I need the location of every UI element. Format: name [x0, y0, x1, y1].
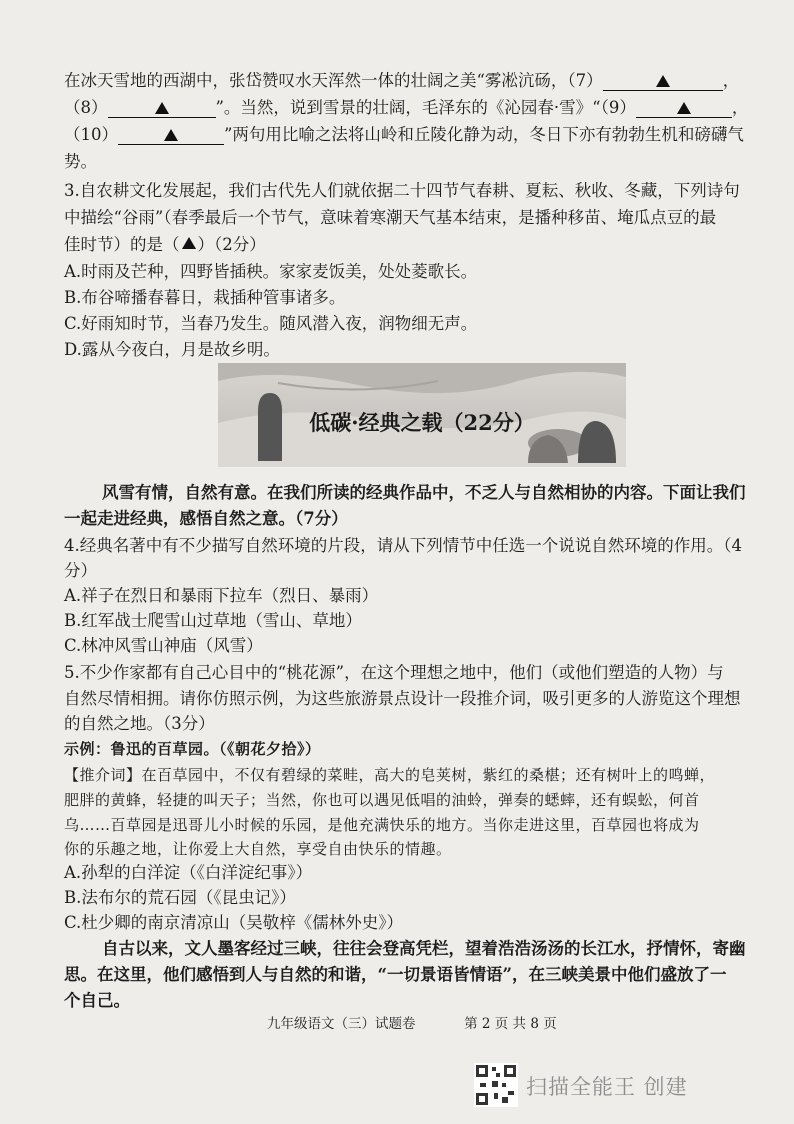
text: 佳时节）的是（ — [64, 235, 180, 254]
triangle-icon — [656, 75, 670, 87]
q5-option-b: B.法布尔的荒石园（《昆虫记》） — [64, 888, 296, 907]
line-4: 势。 — [64, 152, 97, 171]
section-banner — [218, 363, 626, 467]
text: （10） — [64, 125, 118, 144]
footer-exam-name: 九年级语文（三）试题卷 — [267, 1016, 416, 1032]
passage-line-3: 个自己。 — [64, 991, 130, 1010]
q4-option-c: C.林冲风雪山神庙（风雪） — [64, 636, 263, 655]
q3-option-b: B.布谷啼播春暮日，栽插种管事诸多。 — [64, 288, 346, 307]
q4-option-b: B.红军战士爬雪山过草地（雪山、草地） — [64, 611, 362, 630]
triangle-icon — [182, 237, 196, 249]
q5-stem-2: 自然尽情相拥。请你仿照示例，为这些旅游景点设计一段推介词，吸引更多的人游览这个理想 — [64, 689, 741, 708]
text: （8） — [64, 98, 108, 117]
example-title: 示例：鲁迅的百草园。（《朝花夕拾》） — [64, 740, 321, 758]
line-3 — [64, 124, 744, 146]
text: ， — [722, 71, 740, 90]
q4-stem-2: 分） — [64, 561, 97, 580]
passage-line-2: 思。在这里，他们感悟到人与自然的和谐，“一切景语皆情语”，在三峡美景中他们盛放了一 — [64, 965, 727, 984]
q5-stem-1: 5.不少作家都有自己心目中的“桃花源”，在这个理想之地中，他们（或他们塑造的人物）与 — [64, 663, 724, 682]
q3-option-c: C.好雨知时节，当春乃发生。随风潜入夜，润物细无声。 — [64, 314, 478, 333]
line-1 — [64, 70, 738, 92]
q3-stem-2: 中描绘“谷雨”（春季最后一个节气，意味着寒潮天气基本结束，是播种移苗、埯瓜点豆的最 — [64, 208, 717, 227]
q3-stem-3 — [64, 234, 738, 256]
text: 在冰天雪地的西湖中，张岱赞叹水天浑然一体的壮阔之美“雾凇沆砀，（7） — [64, 71, 603, 90]
text: ”。当然，说到雪景的壮阔，毛泽东的《沁园春·雪》“（9） — [215, 98, 636, 117]
answer-blank-7[interactable] — [603, 72, 723, 91]
answer-blank-10[interactable] — [118, 126, 224, 145]
triangle-icon — [155, 102, 169, 114]
triangle-icon — [677, 102, 691, 114]
footer-page-number: 第 2 页 共 8 页 — [464, 1016, 557, 1032]
answer-blank-9[interactable] — [636, 99, 732, 118]
scanner-watermark: 扫描全能王 创建 — [526, 1075, 688, 1099]
intro-line-1: 风雪有情，自然有意。在我们所读的经典作品中，不乏人与自然相协的内容。下面让我们 — [102, 483, 746, 502]
q5-option-a: A.孙犁的白洋淀（《白洋淀纪事》） — [64, 863, 313, 882]
qr-code-icon — [474, 1063, 518, 1107]
example-line-4: 你的乐趣之地，让你爱上大自然，享受自由快乐的情趣。 — [64, 840, 452, 858]
page-footer — [267, 1012, 557, 1032]
q5-stem-3: 的自然之地。（3分） — [64, 714, 215, 733]
triangle-icon — [164, 129, 178, 141]
example-line-3: 乌……百草园是迅哥儿小时候的乐园，是他充满快乐的地方。当你走进这里，百草园也将成为 — [64, 816, 700, 834]
q3-option-d: D.露从今夜白，月是故乡明。 — [64, 340, 280, 359]
q3-stem-1: 3.自农耕文化发展起，我们古代先人们就依据二十四节气春耕、夏耘、秋收、冬藏，下列诗句 — [64, 181, 740, 200]
example-line-1: 【推介词】在百草园中，不仅有碧绿的菜畦，高大的皂荚树，紫红的桑椹；还有树叶上的鸣蝉， — [64, 766, 716, 784]
q5-option-c: C.杜少卿的南京清凉山（吴敬梓《儒林外史》） — [64, 913, 404, 932]
line-2 — [64, 97, 749, 119]
passage-line-1: 自古以来，文人墨客经过三峡，往往会登高凭栏，望着浩浩汤汤的长江水，抒情怀，寄幽 — [102, 939, 746, 958]
example-line-2: 肥胖的黄蜂，轻捷的叫天子；当然，你也可以遇见低唱的油蛉，弹奏的蟋蟀，还有蜈蚣，何首 — [64, 791, 700, 809]
q4-stem-1: 4.经典名著中有不少描写自然环境的片段，请从下列情节中任选一个说说自然环境的作用。（4 — [64, 536, 742, 555]
section-title: 低碳·经典之载（22分） — [309, 410, 535, 435]
answer-blank-8[interactable] — [108, 99, 216, 118]
q4-option-a: A.祥子在烈日和暴雨下拉车（烈日、暴雨） — [64, 586, 379, 605]
intro-line-2: 一起走进经典，感悟自然之意。（7分） — [64, 509, 348, 528]
text: ”两句用比喻之法将山岭和丘陵化静为动，冬日下亦有勃勃生机和磅礴气 — [224, 125, 744, 144]
text: ， — [731, 98, 749, 117]
text: ）（2分） — [197, 235, 266, 254]
q3-option-a: A.时雨及芒种，四野皆插秧。家家麦饭美，处处菱歌长。 — [64, 262, 478, 281]
